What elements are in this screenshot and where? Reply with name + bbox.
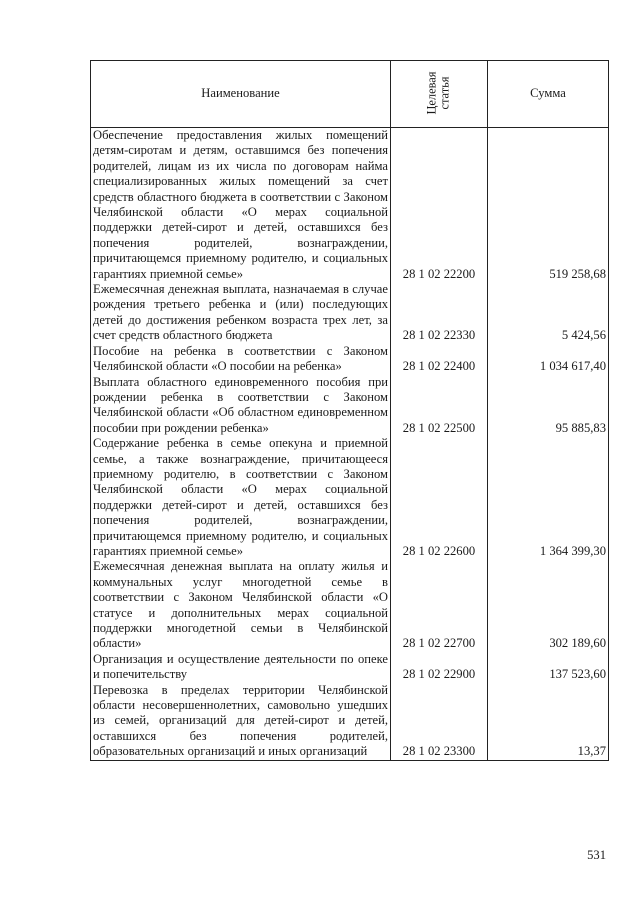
row-code: 28 1 02 22700 [391,559,488,651]
row-code: 28 1 02 23300 [391,683,488,761]
page-number: 531 [587,848,606,862]
row-name: Обеспечение предоставления жилых помещений детям-сиротам и детям, оставшимся без попечения родителей, лицам из их числа по договорам найма специализированных жилых помещений за счет средств областного бюджета в соответствии с Законом Челябинской области «О мерах социальной поддержки детей-сирот и детей, оставшихся без попечения родителей, вознаграждении, причитающемся приемному родителю, и социальных гарантиях приемной семье» [91,128,391,283]
header-target-article [391,61,488,128]
table-row [91,128,609,283]
table-row [91,652,609,683]
row-name: Содержание ребенка в семье опекуна и приемной семье, а также вознаграждение, причитающееся приемному родителю, в соответствии с Законом Челябинской области «О мерах социальной поддержки детей-сирот и детей, оставшихся без попечения родителей, вознаграждении, причитающемся приемному родителю, и социальных гарантиях приемной семье» [91,436,391,559]
header-code-line1: Целевая [425,71,439,115]
header-sum: Сумма [488,61,609,128]
table-row [91,683,609,761]
row-sum: 137 523,60 [488,652,609,683]
row-sum: 5 424,56 [488,282,609,344]
row-code: 28 1 02 22400 [391,344,488,375]
row-code: 28 1 02 22330 [391,282,488,344]
row-name: Выплата областного единовременного пособия при рождении ребенка в соответствии с Законом Челябинской области «Об областном единовременном пособии при рождении ребенка» [91,375,391,437]
table-header-row [91,61,609,128]
row-sum: 1 034 617,40 [488,344,609,375]
row-sum: 95 885,83 [488,375,609,437]
row-code: 28 1 02 22900 [391,652,488,683]
table-row [91,559,609,651]
row-name: Пособие на ребенка в соответствии с Законом Челябинской области «О пособии на ребенка» [91,344,391,375]
header-code-line2: статья [438,76,452,110]
row-name: Перевозка в пределах территории Челябинской области несовершеннолетних, самовольно ушедших из семей, организаций для детей-сирот и детей, оставшихся без попечения родителей, образовательных организаций и иных организаций [91,683,391,761]
row-code: 28 1 02 22200 [391,128,488,283]
row-sum: 302 189,60 [488,559,609,651]
row-sum: 13,37 [488,683,609,761]
row-sum: 1 364 399,30 [488,436,609,559]
row-code: 28 1 02 22600 [391,436,488,559]
table-row [91,375,609,437]
table-row [91,436,609,559]
row-code: 28 1 02 22500 [391,375,488,437]
table-row [91,282,609,344]
budget-table [90,60,609,761]
row-name: Ежемесячная денежная выплата, назначаемая в случае рождения третьего ребенка и (или) последующих детей до достижения ребенком возраста трех лет, за счет средств областного бюджета [91,282,391,344]
table-row [91,344,609,375]
row-name: Ежемесячная денежная выплата на оплату жилья и коммунальных услуг многодетной семье в соответствии с Законом Челябинской области «О статусе и дополнительных мерах социальной поддержки многодетной семьи в Челябинской области» [91,559,391,651]
row-sum: 519 258,68 [488,128,609,283]
row-name: Организация и осуществление деятельности по опеке и попечительству [91,652,391,683]
header-name: Наименование [91,61,391,128]
